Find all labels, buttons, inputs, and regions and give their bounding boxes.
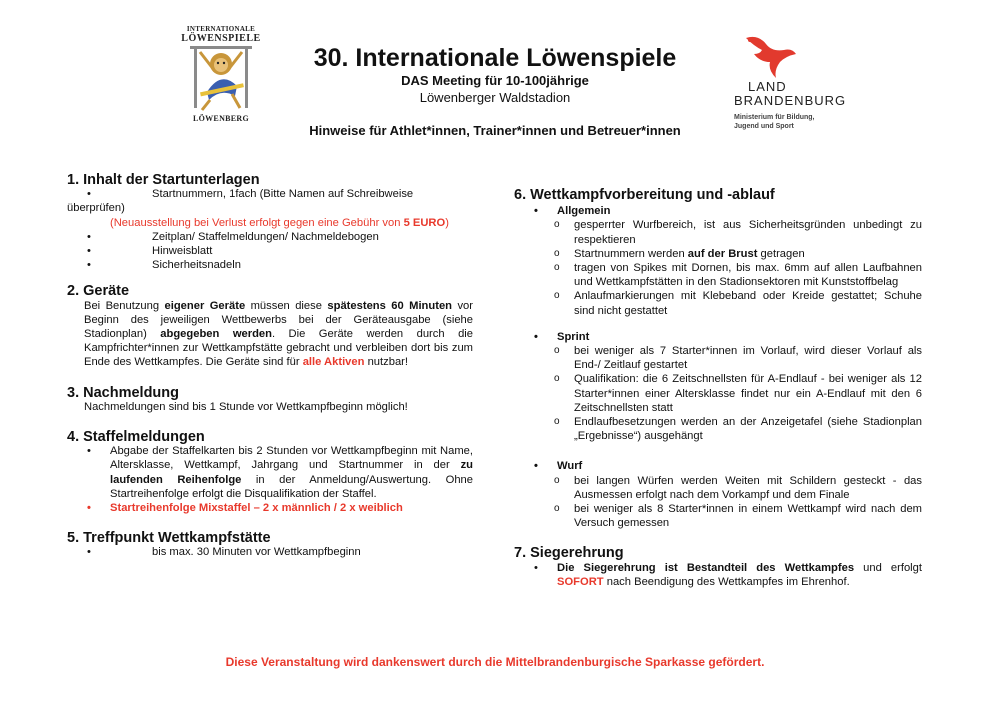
section-geraete [67,284,473,369]
text: Abgabe der Staffelkarten bis 2 Stunden vor Wettkampfbeginn mit Name, Altersklasse, Wettkampf, Jahrgang und Startnummer in der [110,445,473,472]
section-title: 4. Staffelmeldungen [67,429,205,446]
highlight-text: SOFORT [557,575,604,588]
list-item: • Zeitplan/ Staffelmeldungen/ Nachmeldebogen [67,230,473,244]
notice-heading: Hinweise für Athlet*innen, Trainer*innen und Betreuer*innen [309,123,681,138]
section-title: 3. Nachmeldung [67,384,179,401]
list-item: o Qualifikation: die 6 Zeitschnellsten für A-Endlauf - bei weniger als 12 Starter*innen einer Altersklasse findet nur ein A-Endlauf mit den 6 Zeitschnellsten statt [514,372,922,415]
fee-notice [67,216,473,230]
subsection-allgemein: • Allgemein [514,204,922,218]
bold-text: zu laufenden Reihenfolge [110,459,473,486]
subsection-wurf: • Wurf [514,459,922,473]
list-item: o bei weniger als 8 Starter*innen in einem Wettkampf wird nach dem Versuch gemessen [514,502,922,530]
list-item: o gesperrter Wurfbereich, ist aus Sicherheitsgründen unbedingt zu respektieren [514,218,922,246]
section-wettkampf [514,188,922,530]
right-column [514,188,922,589]
logo-ministry-1: Ministerium für Bildung, [734,114,815,121]
bold-text: eigener Geräte [164,299,246,312]
section-title: 2. Geräte [67,283,130,300]
bold-text: Die Siegerehrung ist Bestandteil des Wettkampfes [557,561,855,574]
logo-state: BRANDENBURG [734,93,847,108]
text: vor Beginn des jeweiligen Wettbewerbs bei der Geräteausgabe (siehe Stadionplan) [84,299,473,341]
list-item: • bis max. 30 Minuten vor Wettkampfbeginn [67,545,473,559]
logo-land: LAND [748,79,787,94]
bold-text: spätestens 60 Minuten [327,299,453,312]
logo-line-2: LÖWENSPIELE [181,33,261,44]
text: und erfolgt [854,561,922,574]
text: Bei Benutzung [84,299,165,312]
fee-close: ) [445,216,449,229]
section-siegerehrung [514,546,922,589]
list-item [67,444,473,501]
eagle-icon [740,32,800,80]
fee-text: (Neuausstellung bei Verlust erfolgt gegen eine Gebühr von [110,216,404,229]
venue-name: Löwenberger Waldstadion [419,90,571,105]
section-startunterlagen [67,173,473,272]
item-continuation: überprüfen) [67,202,125,215]
list-item [67,187,473,201]
section-staffelmeldungen [67,430,473,515]
text: . Die Geräte werden durch die Kampfrichter*innen zur Wettkampfstätte gebracht und verbleiben dort bis zum Ende des Wettkampfes. Die Geräte sind für [84,328,473,369]
logo-line-1: INTERNATIONALE [186,25,256,33]
page-subtitle: DAS Meeting für 10-100jährige [401,73,589,88]
list-item: o tragen von Spikes mit Dornen, bis max. 6mm auf allen Laufbahnen und Wettkampfstätten in den Stadionsektoren mit Kunststoffbelag [514,261,922,289]
list-item: o Endlaufbesetzungen werden an der Anzeigetafel (siehe Stadionplan „Ergebnisse“) ausgehängt [514,415,922,443]
highlight-text: alle Aktiven [302,356,365,369]
logo-ministry-2: Jugend und Sport [734,123,794,130]
brandenburg-logo [728,32,847,144]
page-title: 30. Internationale Löwenspiele [313,44,677,72]
item-text: Startnummern, 1fach (Bitte Namen auf Schreibweise [152,188,414,201]
section-title: 1. Inhalt der Startunterlagen [67,172,260,188]
sponsor-footer: Diese Veranstaltung wird dankenswert durch die Mittelbrandenburgische Sparkasse gefördert. [225,655,765,669]
text: in der Anmeldung/Auswertung. Ohne Startreihenfolge erfolgt die Disqualifikation der Staffel. [110,473,473,500]
text: müssen diese [245,299,328,312]
list-item [514,561,922,589]
section-treffpunkt [67,531,473,559]
section-text [67,299,473,370]
section-title: 7. Siegerehrung [514,545,624,562]
list-item: • Startreihenfolge Mixstaffel – 2 x männlich / 2 x weiblich [67,501,473,515]
text: Startnummern werden [574,247,688,260]
section-title: 5. Treffpunkt Wettkampfstätte [67,530,271,547]
subsection-sprint: • Sprint [514,330,922,344]
section-title: 6. Wettkampfvorbereitung und -ablauf [514,187,775,203]
list-item: • Sicherheitsnadeln [67,258,473,272]
list-item: • Hinweisblatt [67,244,473,258]
text: getragen [757,247,805,260]
list-item: o Anlaufmarkierungen mit Klebeband oder Kreide gestattet; Schuhe sind nicht gestattet [514,289,922,317]
bold-text: abgegeben werden [160,328,272,341]
list-item [514,247,922,261]
text: nutzbar! [364,356,409,369]
section-nachmeldung [67,386,473,414]
section-text: Nachmeldungen sind bis 1 Stunde vor Wettkampfbeginn möglich! [84,400,408,413]
text: nach Beendigung des Wettkampfes im Ehrenhof. [603,575,850,588]
bold-text: auf der Brust [687,247,758,260]
fee-amount: 5 EURO [403,216,446,229]
list-item: o bei langen Würfen werden Weiten mit Schildern gesteckt - das Ausmessen erfolgt nach dem Vorkampf und dem Finale [514,474,922,502]
logo-line-3: LÖWENBERG [192,114,250,123]
left-column [67,173,473,571]
list-item: o bei weniger als 7 Starter*innen im Vorlauf, wird dieser Vorlauf als End-/ Zeitlauf gestartet [514,344,922,372]
